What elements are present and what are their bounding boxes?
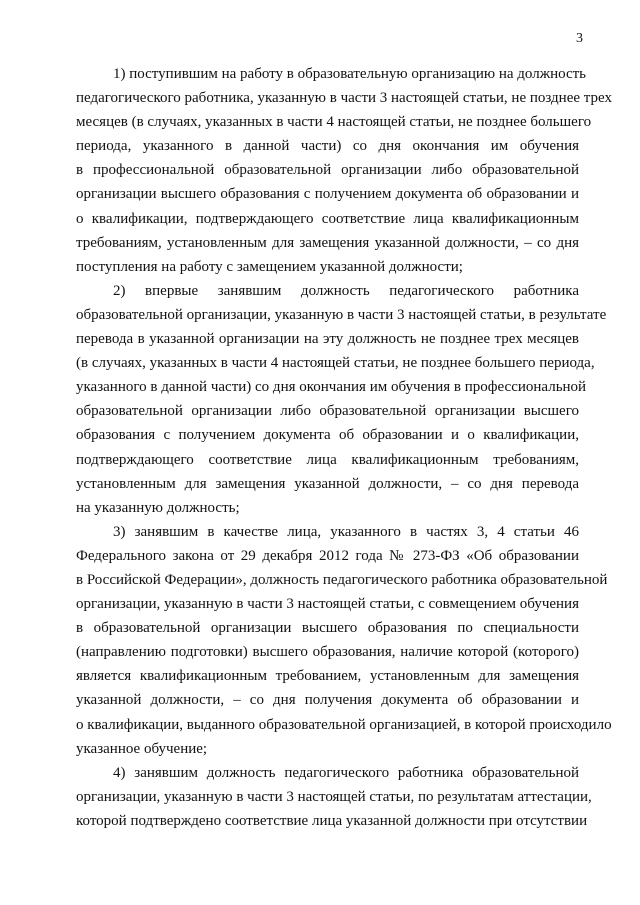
text-line: перевода в указанной организации на эту должность не позднее трех месяцев: [76, 331, 579, 348]
text-line: организации высшего образования с получением документа об образовании и: [76, 186, 579, 203]
text-line: в профессиональной образовательной организации либо образовательной: [76, 162, 579, 179]
text-line: подтверждающего соответствие лица квалификационным требованиям,: [76, 451, 579, 468]
text-line: на указанную должность;: [76, 499, 240, 516]
text-line: образования с получением документа об образовании и о квалификации,: [76, 427, 579, 444]
text-line: Федерального закона от 29 декабря 2012 года № 273-ФЗ «Об образовании: [76, 547, 579, 564]
text-line: о квалификации, подтверждающего соответствие лица квалификационным: [76, 210, 579, 227]
text-line: является квалификационным требованием, установленным для замещения: [76, 668, 579, 685]
paragraph-1: [76, 62, 612, 279]
paragraph-4: [76, 761, 592, 833]
text-line: в образовательной организации высшего образования по специальности: [76, 620, 579, 637]
text-line: 1) поступившим на работу в образовательную организацию на должность: [113, 66, 587, 82]
text-line: указанное обучение;: [76, 740, 208, 757]
text-line: которой подтверждено соответствие лица указанной должности при отсутствии: [76, 812, 588, 829]
text-line: месяцев (в случаях, указанных в части 4 настоящей статьи, не позднее большего: [76, 114, 592, 131]
text-line: указанной должности, – со дня получения документа об образовании и: [76, 692, 579, 709]
text-line: периода, указанного в данной части) со дня окончания им обучения: [76, 138, 579, 155]
text-line: (направлению подготовки) высшего образования, наличие которой (которого): [76, 644, 579, 661]
text-line: (в случаях, указанных в части 4 настоящей статьи, не позднее большего периода,: [76, 355, 595, 372]
text-line: педагогического работника, указанную в части 3 настоящей статьи, не позднее трех: [76, 90, 612, 107]
paragraph-3: [76, 520, 612, 761]
text-line: требованиям, установленным для замещения указанной должности, – со дня: [76, 234, 579, 251]
text-line: образовательной организации либо образовательной организации высшего: [76, 403, 579, 420]
text-line: поступления на работу с замещением указанной должности;: [76, 258, 463, 275]
text-line: установленным для замещения указанной должности, – со дня перевода: [76, 475, 579, 492]
text-line: 4) занявшим должность педагогического работника образовательной: [113, 764, 579, 781]
text-line: о квалификации, выданного образовательной организацией, в которой происходило: [76, 716, 612, 733]
text-line: указанного в данной части) со дня окончания им обучения в профессиональной: [76, 379, 587, 396]
document-body: [76, 62, 612, 833]
text-line: организации, указанную в части 3 настоящей статьи, по результатам аттестации,: [76, 788, 592, 805]
page-number: 3: [576, 31, 583, 46]
text-line: 2) впервые занявшим должность педагогического работника: [113, 282, 579, 299]
text-line: образовательной организации, указанную в части 3 настоящей статьи, в результате: [76, 306, 607, 323]
paragraph-2: [76, 279, 607, 520]
text-line: в Российской Федерации», должность педагогического работника образовательной: [76, 571, 608, 588]
text-line: 3) занявшим в качестве лица, указанного в частях 3, 4 статьи 46: [113, 523, 579, 540]
text-line: организации, указанную в части 3 настоящей статьи, с совмещением обучения: [76, 596, 579, 613]
